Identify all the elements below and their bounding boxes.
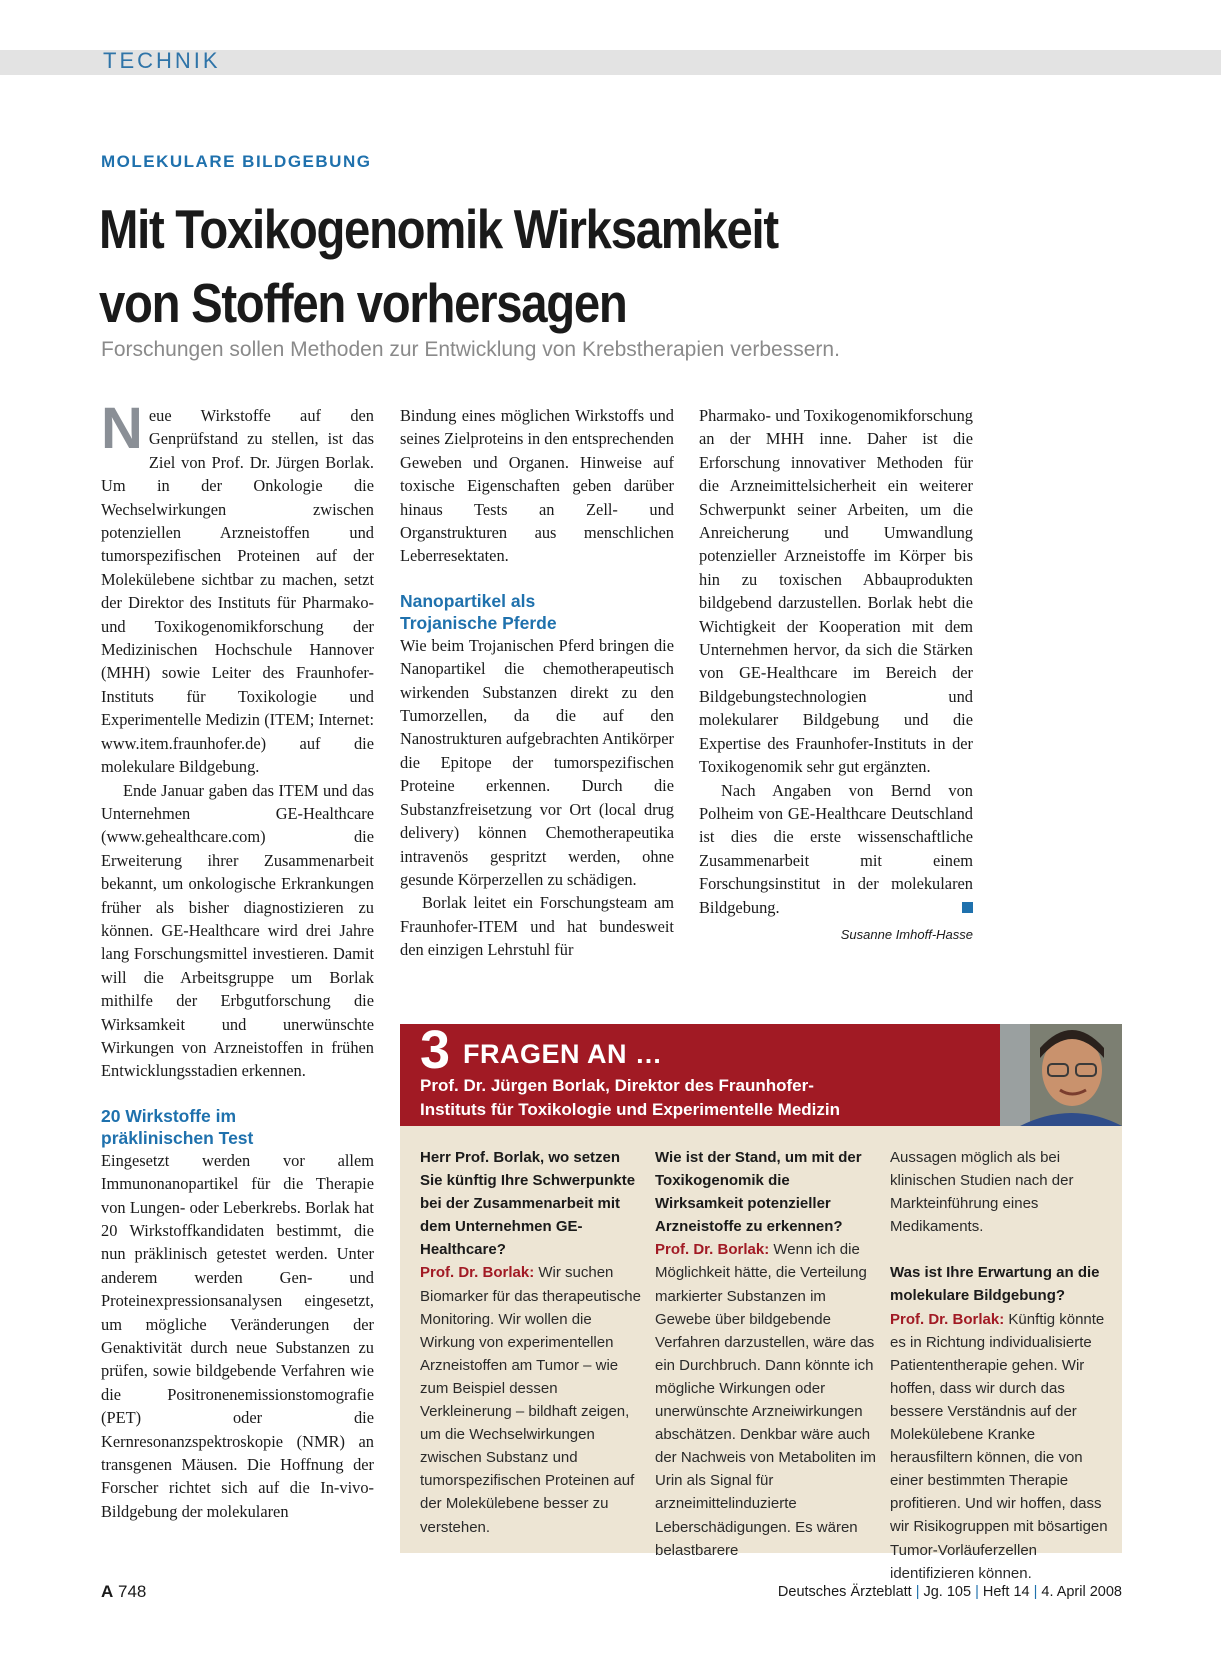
- interview-column-1: [420, 1146, 642, 1539]
- interview-column-3: [890, 1146, 1112, 1585]
- interview-title: FRAGEN AN …: [463, 1039, 663, 1069]
- subheadline: Forschungen sollen Methoden zur Entwicklung von Krebstherapien verbessern.: [101, 338, 840, 361]
- headline-line-2: von Stoffen vorhersagen: [99, 272, 627, 334]
- article-paragraph: Nach Angaben von Bernd von Polheim von GE-Healthcare Deutschland ist dies die erste wissenschaftliche Zusammenarbeit mit einem Forschungsinstitut in der molekularen Bildgebung.: [699, 780, 973, 917]
- interview-question: Wie ist der Stand, um mit der Toxikogenomik die Wirksamkeit potenzieller Arzneistoffe zu erkennen?: [655, 1149, 862, 1236]
- interview-answer: Prof. Dr. Borlak: Wir suchen Biomarker für das therapeutische Monitoring. Wir wollen die Wirkung von experimentellen Arzneistoffen am Tumor – wie zum Beispiel dessen Verkleinerung – bildhaft zeigen, um die Wechselwirkungen zwischen Substanz und tumorspezifischen Proteinen auf der Molekülebene besser zu verstehen.: [420, 1264, 641, 1536]
- drop-cap: N: [101, 396, 143, 461]
- interview-box-body: [400, 1126, 1122, 1582]
- interview-column-2: [655, 1146, 877, 1562]
- section-heading: 20 Wirkstoffe im präklinischen Test: [101, 1105, 254, 1148]
- article-paragraph: Ende Januar gaben das ITEM und das Unternehmen GE-Healthcare (www.gehealthcare.com) die Erweiterung ihrer Zusammenarbeit bekannt, um onkologische Erkrankungen früher als bisher diagnostizieren zu können. GE-Healthcare wird drei Jahre lang Forschungsmittel investieren. Damit will die Arbeitsgruppe um Borlak mithilfe der Erbgutforschung die Wirksamkeit und unerwünschte Wirkungen von Arzneistoffen in frühen Entwicklungsstadien erkennen.: [101, 780, 374, 1081]
- article-paragraph: Wie beim Trojanischen Pferd bringen die Nanopartikel die chemotherapeutisch wirkenden Substanzen direkt zu den Tumorzellen, da die auf den Nanostrukturen aufgebrachten Antikörper die Epitope der tumorspezifischen Proteine erkennen. Durch die Substanzfreisetzung vor Ort (local drug delivery) können Chemotherapeutika intravenös gespritzt werden, ohne gesunde Körperzellen zu schädigen.: [400, 635, 674, 889]
- end-mark-icon: [962, 902, 973, 913]
- interview-question: Herr Prof. Borlak, wo setzen Sie künftig Ihre Schwerpunkte bei der Zusammenarbeit mit dem Unternehmen GE-Healthcare?: [420, 1149, 636, 1259]
- interview-box-header: [400, 1020, 1000, 1126]
- interview-subtitle: Prof. Dr. Jürgen Borlak, Direktor des Fraunhofer- Instituts für Toxikologie und Experimentelle Medizin: [420, 1076, 841, 1119]
- author-credit: Susanne Imhoff-Hasse: [840, 926, 973, 942]
- portrait-icon: [1000, 1024, 1122, 1126]
- interview-answer-continued: Aussagen möglich als bei klinischen Studien nach der Markteinführung eines Medikaments.: [890, 1149, 1074, 1236]
- article-paragraph: Pharmako- und Toxikogenomikforschung an der MHH inne. Daher ist die Erforschung innovativer Methoden für die Arzneimittelsicherheit ein weiterer Schwerpunkt seiner Arbeiten, um die Anreicherung und Umwandlung potenzieller Arzneistoffe im Körper bis hin zu toxischen Abbauprodukten bildgebend darzustellen. Borlak hebt die Wichtigkeit der Kooperation mit dem Unternehmen hervor, da sich die Stärken von GE-Healthcare im Bereich der Bildgebungstechnologien und molekularer Bildgebung und die Expertise des Fraunhofer-Instituts in der Toxikogenomik sehr gut ergänzten.: [699, 406, 973, 777]
- page-number: A 748: [101, 1582, 147, 1601]
- section-heading: Nanopartikel als Trojanische Pferde: [400, 590, 557, 633]
- article-column-3: [699, 404, 973, 946]
- interview-answer: Prof. Dr. Borlak: Wenn ich die Möglichkeit hätte, die Verteilung markierter Substanzen im Gewebe über bildgebende Verfahren darzustellen, wäre das ein Durchbruch. Dann könnte ich mögliche Wirkungen oder unerwünschte Arzneiwirkungen abschätzen. Denkbar wäre auch der Nachweis von Metaboliten im Urin als Signal für arzneimittelinduzierte Leberschädigungen. Es wären belastbarere: [655, 1241, 876, 1559]
- journal-info: Deutsches Ärzteblatt | Jg. 105 | Heft 14 | 4. April 2008: [777, 1584, 1122, 1600]
- article-column-2: [400, 404, 674, 962]
- article-column-1: [101, 396, 374, 1523]
- article-paragraph: Eingesetzt werden vor allem Immunonanopartikel für die Therapie von Lungen- oder Leberkrebs. Borlak hat 20 Wirkstoffkandidaten bestimmt, die nun präklinisch getestet werden. Unter anderem werden Gen- und Proteinexpressionsanalysen eingesetzt, um mögliche Veränderungen der Genaktivität durch neue Substanzen zu prüfen, sowie bildgebende Verfahren wie die Positronenemissionstomografie (PET) oder die Kernresonanzspektroskopie (NMR) an transgenen Mäusen. Die Hoffnung der Forscher richtet sich auf die In-vivo-Bildgebung der molekularen: [101, 1150, 374, 1521]
- interview-answer: Prof. Dr. Borlak: Künftig könnte es in Richtung individualisierte Patiententherapie gehen. Wir hoffen, dass wir durch das bessere Verständnis auf der Molekülebene Kranke herausfiltern können, die von einer bestimmten Therapie profitieren. Und wir hoffen, dass wir Risikogruppen mit bösartigen Tumor-Vorläuferzellen identifizieren können.: [890, 1310, 1108, 1582]
- kicker: MOLEKULARE BILDGEBUNG: [101, 152, 372, 171]
- section-label: TECHNIK: [103, 48, 221, 73]
- interview-number: 3: [420, 1020, 451, 1080]
- headline-line-1: Mit Toxikogenomik Wirksamkeit: [99, 198, 778, 260]
- article-paragraph: Bindung eines möglichen Wirkstoffs und seines Zielproteins in den entsprechenden Geweben und Organen. Hinweise auf toxische Eigenschaften geben darüber hinaus Tests an Zell- und Organstrukturen aus menschlichen Leberresektaten.: [400, 406, 674, 566]
- article-paragraph: Borlak leitet ein Forschungsteam am Fraunhofer-ITEM und hat bundesweit den einzigen Lehrstuhl für: [400, 893, 674, 960]
- headline: [99, 192, 993, 340]
- article-paragraph: Neue Wirkstoffe auf den Genprüfstand zu stellen, ist das Ziel von Prof. Dr. Jürgen Borlak. Um in der Onkologie die Wechselwirkungen zwischen potenziellen Arzneistoffen und tumorspezifischen Proteinen auf der Molekülebene sichtbar zu machen, setzt der Direktor des Instituts für Pharmako- und Toxikogenomikforschung der Medizinischen Hochschule Hannover (MHH) sowie Leiter des Fraunhofer-Instituts für Toxikologie und Experimentelle Medizin (ITEM; Internet: www.item.fraunhofer.de) auf die molekulare Bildgebung.: [101, 396, 374, 777]
- interview-question: Was ist Ihre Erwartung an die molekulare Bildgebung?: [890, 1264, 1100, 1305]
- portrait-photo: [1000, 1024, 1122, 1126]
